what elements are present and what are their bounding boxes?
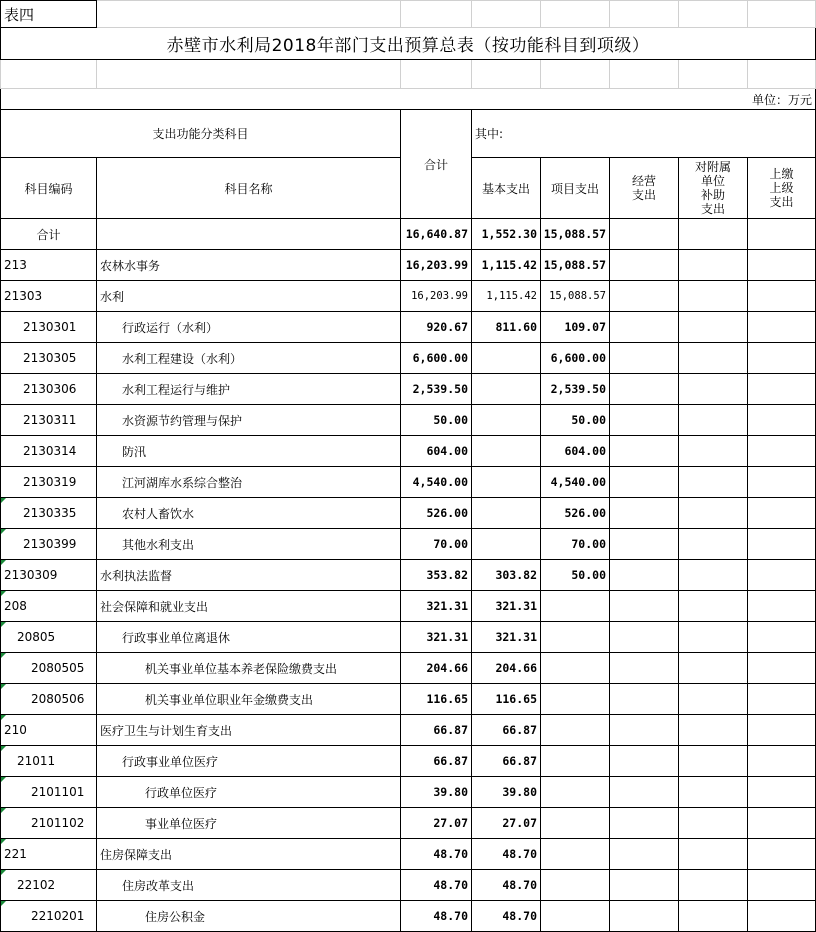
- subsidiary-expense-cell[interactable]: [679, 219, 748, 250]
- operating-expense-cell[interactable]: [610, 405, 679, 436]
- project-expense-cell[interactable]: 50.00: [541, 405, 610, 436]
- total-cell[interactable]: 70.00: [401, 529, 472, 560]
- project-expense-cell[interactable]: [541, 653, 610, 684]
- subject-name-cell[interactable]: 行政运行（水利）: [97, 312, 401, 343]
- basic-expense-cell[interactable]: 1,115.42: [472, 281, 541, 312]
- cell[interactable]: [679, 60, 748, 89]
- subsidiary-expense-cell[interactable]: [679, 808, 748, 839]
- cell[interactable]: [541, 1, 610, 28]
- cell[interactable]: [541, 60, 610, 89]
- total-cell[interactable]: 16,203.99: [401, 250, 472, 281]
- subject-name-cell[interactable]: 水利工程运行与维护: [97, 374, 401, 405]
- subject-code-cell[interactable]: 2210201: [1, 901, 97, 932]
- subsidiary-expense-cell[interactable]: [679, 560, 748, 591]
- basic-expense-cell[interactable]: 321.31: [472, 622, 541, 653]
- table-row: [1, 250, 816, 281]
- subject-code-cell[interactable]: 2130305: [1, 343, 97, 374]
- table-row: [1, 870, 816, 901]
- subsidiary-expense-cell[interactable]: [679, 498, 748, 529]
- operating-expense-cell[interactable]: [610, 684, 679, 715]
- total-cell[interactable]: 353.82: [401, 560, 472, 591]
- operating-expense-cell[interactable]: [610, 312, 679, 343]
- operating-expense-cell[interactable]: [610, 746, 679, 777]
- upper-expense-cell[interactable]: [748, 281, 816, 312]
- upper-expense-cell[interactable]: [748, 343, 816, 374]
- subsidiary-expense-cell[interactable]: [679, 343, 748, 374]
- subject-code-cell[interactable]: 22102: [1, 870, 97, 901]
- upper-expense-cell[interactable]: [748, 560, 816, 591]
- table-row: [1, 591, 816, 622]
- total-cell[interactable]: 321.31: [401, 622, 472, 653]
- basic-expense-cell[interactable]: [472, 374, 541, 405]
- table-row: [1, 498, 816, 529]
- cell[interactable]: [1, 60, 97, 89]
- upper-expense-cell[interactable]: [748, 622, 816, 653]
- upper-expense-cell[interactable]: [748, 901, 816, 932]
- subsidiary-expense-cell[interactable]: [679, 467, 748, 498]
- header-category[interactable]: 支出功能分类科目: [1, 110, 401, 158]
- operating-expense-cell[interactable]: [610, 467, 679, 498]
- project-expense-cell[interactable]: [541, 901, 610, 932]
- total-cell[interactable]: 48.70: [401, 839, 472, 870]
- operating-expense-cell[interactable]: [610, 436, 679, 467]
- subsidiary-expense-cell[interactable]: [679, 777, 748, 808]
- project-expense-cell[interactable]: 526.00: [541, 498, 610, 529]
- header-basic[interactable]: 基本支出: [472, 158, 541, 219]
- project-expense-cell[interactable]: [541, 839, 610, 870]
- upper-expense-cell[interactable]: [748, 250, 816, 281]
- subject-name-cell[interactable]: 住房改革支出: [97, 870, 401, 901]
- subject-name-cell[interactable]: [97, 219, 401, 250]
- table-row: [1, 467, 816, 498]
- subject-name-cell[interactable]: 行政事业单位医疗: [97, 746, 401, 777]
- subsidiary-expense-cell[interactable]: [679, 746, 748, 777]
- subsidiary-expense-cell[interactable]: [679, 250, 748, 281]
- operating-expense-cell[interactable]: [610, 250, 679, 281]
- basic-expense-cell[interactable]: 303.82: [472, 560, 541, 591]
- operating-expense-cell[interactable]: [610, 839, 679, 870]
- operating-expense-cell[interactable]: [610, 219, 679, 250]
- project-expense-cell[interactable]: 15,088.57: [541, 219, 610, 250]
- subject-code-cell[interactable]: 21011: [1, 746, 97, 777]
- subject-name-cell[interactable]: 机关事业单位职业年金缴费支出: [97, 684, 401, 715]
- table-row: [1, 653, 816, 684]
- subsidiary-expense-cell[interactable]: [679, 901, 748, 932]
- operating-expense-cell[interactable]: [610, 653, 679, 684]
- cell[interactable]: [472, 60, 541, 89]
- table-row: [1, 219, 816, 250]
- table-row: [1, 839, 816, 870]
- basic-expense-cell[interactable]: 204.66: [472, 653, 541, 684]
- subject-name-cell[interactable]: 住房保障支出: [97, 839, 401, 870]
- subsidiary-expense-cell[interactable]: [679, 839, 748, 870]
- subject-name-cell[interactable]: 住房公积金: [97, 901, 401, 932]
- upper-expense-cell[interactable]: [748, 374, 816, 405]
- operating-expense-cell[interactable]: [610, 777, 679, 808]
- upper-expense-cell[interactable]: [748, 467, 816, 498]
- subject-name-cell[interactable]: 江河湖库水系综合整治: [97, 467, 401, 498]
- project-expense-cell[interactable]: 50.00: [541, 560, 610, 591]
- subject-code-cell[interactable]: 2130306: [1, 374, 97, 405]
- subject-name-cell[interactable]: 农村人畜饮水: [97, 498, 401, 529]
- header-of-which[interactable]: 其中:: [472, 110, 816, 158]
- operating-expense-cell[interactable]: [610, 901, 679, 932]
- table-row: [1, 436, 816, 467]
- operating-expense-cell[interactable]: [610, 529, 679, 560]
- subject-code-cell[interactable]: 2130319: [1, 467, 97, 498]
- total-cell[interactable]: 48.70: [401, 901, 472, 932]
- project-expense-cell[interactable]: [541, 777, 610, 808]
- total-cell[interactable]: 39.80: [401, 777, 472, 808]
- upper-expense-cell[interactable]: [748, 498, 816, 529]
- operating-expense-cell[interactable]: [610, 281, 679, 312]
- subsidiary-expense-cell[interactable]: [679, 405, 748, 436]
- subject-code-cell[interactable]: 2130335: [1, 498, 97, 529]
- operating-expense-cell[interactable]: [610, 560, 679, 591]
- upper-expense-cell[interactable]: [748, 715, 816, 746]
- cell[interactable]: [748, 1, 816, 28]
- subject-code-cell[interactable]: 208: [1, 591, 97, 622]
- basic-expense-cell[interactable]: 48.70: [472, 870, 541, 901]
- subject-name-cell[interactable]: 行政事业单位离退休: [97, 622, 401, 653]
- subject-name-cell[interactable]: 机关事业单位基本养老保险缴费支出: [97, 653, 401, 684]
- cell[interactable]: [472, 1, 541, 28]
- upper-expense-cell[interactable]: [748, 219, 816, 250]
- cell[interactable]: [401, 60, 472, 89]
- project-expense-cell[interactable]: 70.00: [541, 529, 610, 560]
- upper-expense-cell[interactable]: [748, 312, 816, 343]
- operating-expense-cell[interactable]: [610, 343, 679, 374]
- subject-name-cell[interactable]: 防汛: [97, 436, 401, 467]
- cell[interactable]: [610, 60, 679, 89]
- subsidiary-expense-cell[interactable]: [679, 870, 748, 901]
- table-row: [1, 684, 816, 715]
- upper-expense-cell[interactable]: [748, 684, 816, 715]
- subject-name-cell[interactable]: 农林水事务: [97, 250, 401, 281]
- project-expense-cell[interactable]: [541, 591, 610, 622]
- cell[interactable]: [610, 1, 679, 28]
- header-name[interactable]: 科目名称: [97, 158, 401, 219]
- subsidiary-expense-cell[interactable]: [679, 591, 748, 622]
- basic-expense-cell[interactable]: 66.87: [472, 715, 541, 746]
- total-cell[interactable]: 66.87: [401, 746, 472, 777]
- basic-expense-cell[interactable]: [472, 498, 541, 529]
- project-expense-cell[interactable]: 6,600.00: [541, 343, 610, 374]
- project-expense-cell[interactable]: [541, 715, 610, 746]
- total-cell[interactable]: 526.00: [401, 498, 472, 529]
- total-cell[interactable]: 66.87: [401, 715, 472, 746]
- project-expense-cell[interactable]: [541, 870, 610, 901]
- project-expense-cell[interactable]: [541, 622, 610, 653]
- basic-expense-cell[interactable]: 48.70: [472, 839, 541, 870]
- header-project[interactable]: 项目支出: [541, 158, 610, 219]
- project-expense-cell[interactable]: [541, 684, 610, 715]
- basic-expense-cell[interactable]: [472, 436, 541, 467]
- table-row: [1, 343, 816, 374]
- basic-expense-cell[interactable]: 48.70: [472, 901, 541, 932]
- cell[interactable]: [679, 1, 748, 28]
- subsidiary-expense-cell[interactable]: [679, 684, 748, 715]
- project-expense-cell[interactable]: 15,088.57: [541, 250, 610, 281]
- subject-code-cell[interactable]: 2080505: [1, 653, 97, 684]
- subject-code-cell[interactable]: 2130301: [1, 312, 97, 343]
- operating-expense-cell[interactable]: [610, 498, 679, 529]
- table-row: [1, 622, 816, 653]
- operating-expense-cell[interactable]: [610, 808, 679, 839]
- subject-name-cell[interactable]: 事业单位医疗: [97, 808, 401, 839]
- header-subsidiary[interactable]: 对附属 单位 补助 支出: [679, 158, 748, 219]
- subsidiary-expense-cell[interactable]: [679, 622, 748, 653]
- unit-label[interactable]: 单位：万元: [1, 89, 816, 110]
- subject-code-cell[interactable]: 合计: [1, 219, 97, 250]
- basic-expense-cell[interactable]: 1,115.42: [472, 250, 541, 281]
- subsidiary-expense-cell[interactable]: [679, 715, 748, 746]
- subject-code-cell[interactable]: 21303: [1, 281, 97, 312]
- total-cell[interactable]: 6,600.00: [401, 343, 472, 374]
- operating-expense-cell[interactable]: [610, 870, 679, 901]
- total-cell[interactable]: 48.70: [401, 870, 472, 901]
- subsidiary-expense-cell[interactable]: [679, 281, 748, 312]
- table-row: [1, 281, 816, 312]
- project-expense-cell[interactable]: 604.00: [541, 436, 610, 467]
- total-cell[interactable]: 604.00: [401, 436, 472, 467]
- project-expense-cell[interactable]: 2,539.50: [541, 374, 610, 405]
- operating-expense-cell[interactable]: [610, 591, 679, 622]
- total-cell[interactable]: 321.31: [401, 591, 472, 622]
- upper-expense-cell[interactable]: [748, 436, 816, 467]
- upper-expense-cell[interactable]: [748, 777, 816, 808]
- subject-name-cell[interactable]: 医疗卫生与计划生育支出: [97, 715, 401, 746]
- subject-code-cell[interactable]: 213: [1, 250, 97, 281]
- header-total[interactable]: 合计: [401, 110, 472, 219]
- table-row: [1, 901, 816, 932]
- subsidiary-expense-cell[interactable]: [679, 653, 748, 684]
- project-expense-cell[interactable]: 15,088.57: [541, 281, 610, 312]
- sheet-label[interactable]: 表四: [1, 1, 97, 28]
- table-row: [1, 746, 816, 777]
- basic-expense-cell[interactable]: [472, 343, 541, 374]
- subsidiary-expense-cell[interactable]: [679, 436, 748, 467]
- subject-code-cell[interactable]: 2130311: [1, 405, 97, 436]
- basic-expense-cell[interactable]: 116.65: [472, 684, 541, 715]
- project-expense-cell[interactable]: [541, 808, 610, 839]
- table-row: [1, 777, 816, 808]
- cell[interactable]: [97, 1, 401, 28]
- header-operating[interactable]: 经营 支出: [610, 158, 679, 219]
- subject-code-cell[interactable]: 2130314: [1, 436, 97, 467]
- subject-name-cell[interactable]: 水资源节约管理与保护: [97, 405, 401, 436]
- table-row: [1, 560, 816, 591]
- subject-code-cell[interactable]: 210: [1, 715, 97, 746]
- subject-name-cell[interactable]: 行政单位医疗: [97, 777, 401, 808]
- subsidiary-expense-cell[interactable]: [679, 374, 748, 405]
- operating-expense-cell[interactable]: [610, 715, 679, 746]
- upper-expense-cell[interactable]: [748, 746, 816, 777]
- subject-name-cell[interactable]: 社会保障和就业支出: [97, 591, 401, 622]
- subject-name-cell[interactable]: 其他水利支出: [97, 529, 401, 560]
- subject-name-cell[interactable]: 水利执法监督: [97, 560, 401, 591]
- cell[interactable]: [401, 1, 472, 28]
- subject-code-cell[interactable]: 2130399: [1, 529, 97, 560]
- total-cell[interactable]: 16,640.87: [401, 219, 472, 250]
- upper-expense-cell[interactable]: [748, 870, 816, 901]
- upper-expense-cell[interactable]: [748, 653, 816, 684]
- table-row: [1, 715, 816, 746]
- basic-expense-cell[interactable]: [472, 529, 541, 560]
- subject-code-cell[interactable]: 221: [1, 839, 97, 870]
- upper-expense-cell[interactable]: [748, 405, 816, 436]
- operating-expense-cell[interactable]: [610, 622, 679, 653]
- upper-expense-cell[interactable]: [748, 591, 816, 622]
- total-cell[interactable]: 204.66: [401, 653, 472, 684]
- total-cell[interactable]: 2,539.50: [401, 374, 472, 405]
- total-cell[interactable]: 16,203.99: [401, 281, 472, 312]
- subject-code-cell[interactable]: 2101101: [1, 777, 97, 808]
- basic-expense-cell[interactable]: [472, 467, 541, 498]
- total-cell[interactable]: 4,540.00: [401, 467, 472, 498]
- subject-name-cell[interactable]: 水利工程建设（水利）: [97, 343, 401, 374]
- total-cell[interactable]: 116.65: [401, 684, 472, 715]
- subject-code-cell[interactable]: 2080506: [1, 684, 97, 715]
- table-row: [1, 374, 816, 405]
- subsidiary-expense-cell[interactable]: [679, 312, 748, 343]
- basic-expense-cell[interactable]: 66.87: [472, 746, 541, 777]
- project-expense-cell[interactable]: [541, 746, 610, 777]
- subsidiary-expense-cell[interactable]: [679, 529, 748, 560]
- basic-expense-cell[interactable]: 39.80: [472, 777, 541, 808]
- basic-expense-cell[interactable]: 321.31: [472, 591, 541, 622]
- upper-expense-cell[interactable]: [748, 529, 816, 560]
- total-cell[interactable]: 50.00: [401, 405, 472, 436]
- table-row: [1, 808, 816, 839]
- subject-name-cell[interactable]: 水利: [97, 281, 401, 312]
- header-upper[interactable]: 上缴 上级 支出: [748, 158, 816, 219]
- header-code[interactable]: 科目编码: [1, 158, 97, 219]
- table-row: [1, 529, 816, 560]
- page-title[interactable]: 赤壁市水利局2018年部门支出预算总表（按功能科目到项级）: [1, 28, 816, 60]
- basic-expense-cell[interactable]: [472, 405, 541, 436]
- subject-code-cell[interactable]: 2101102: [1, 808, 97, 839]
- basic-expense-cell[interactable]: 27.07: [472, 808, 541, 839]
- upper-expense-cell[interactable]: [748, 839, 816, 870]
- subject-code-cell[interactable]: 2130309: [1, 560, 97, 591]
- project-expense-cell[interactable]: 4,540.00: [541, 467, 610, 498]
- cell[interactable]: [97, 60, 401, 89]
- operating-expense-cell[interactable]: [610, 374, 679, 405]
- table-row: [1, 405, 816, 436]
- total-cell[interactable]: 27.07: [401, 808, 472, 839]
- upper-expense-cell[interactable]: [748, 808, 816, 839]
- basic-expense-cell[interactable]: 1,552.30: [472, 219, 541, 250]
- basic-expense-cell[interactable]: 811.60: [472, 312, 541, 343]
- table-row: [1, 312, 816, 343]
- project-expense-cell[interactable]: 109.07: [541, 312, 610, 343]
- subject-code-cell[interactable]: 20805: [1, 622, 97, 653]
- cell[interactable]: [748, 60, 816, 89]
- total-cell[interactable]: 920.67: [401, 312, 472, 343]
